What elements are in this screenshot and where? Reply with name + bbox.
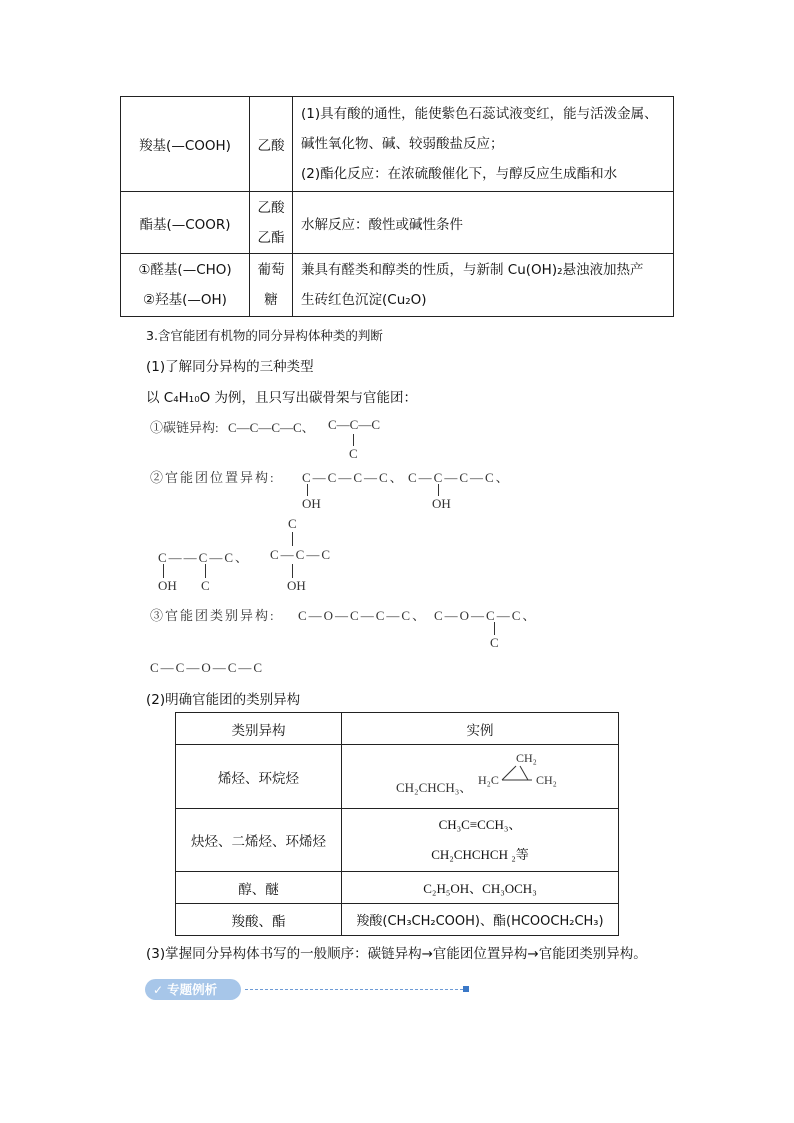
carbon-chain-formula: C—C—C [328,417,381,432]
example-cell: C₂H₅OH、CH₃OCH₃ [342,872,619,904]
check-pencil-icon: ✓ [153,983,164,997]
table-row [121,97,674,192]
bond-line [163,564,164,578]
bond-line [205,564,206,578]
example-line: 乙酸 [257,199,285,216]
example-line: 乙酯 [257,229,285,246]
class-isomer-table [175,712,619,936]
position-isomer-formula: C—C—C—C、 [302,470,405,485]
group-cell: 酯基(—COOR) [121,192,250,254]
class-isomer-formula: C—O—C—C—C、 [298,608,428,623]
hydroxyl-group: OH [432,496,451,511]
carbon-chain-branch: C [349,446,358,461]
carbon-chain-formula: C—C—C—C、 [228,420,315,435]
example-cell [250,254,293,317]
property-line: (2)酯化反应：在浓硫酸催化下，与醇反应生成酯和水 [301,166,618,182]
class-isomer-label: ③官能团类别异构: [150,608,276,623]
table-row [176,809,619,872]
section-title: 3.含官能团有机物的同分异构体种类的判断 [146,328,383,343]
column-header: 类别异构 [176,713,342,745]
bond-line [292,532,293,546]
group-cell [121,254,250,317]
group-cell: 羧基(—COOH) [121,97,250,192]
example-cell [250,192,293,254]
group-line: ②羟基(—OH) [143,292,227,308]
bond-line [307,484,308,496]
carbon-chain-label: ①碳链异构: [150,420,219,435]
section-badge [145,979,241,1000]
badge-label: 专题例析 [167,982,218,997]
property-cell [293,254,674,317]
cyclopropane-ring-icon [492,763,542,783]
class-isomer-formula: C—C—O—C—C [150,660,265,675]
ring-atom: CH₂ [516,751,537,765]
example-line: 葡萄 [257,262,285,278]
position-isomer-formula: C——C—C、 [158,550,251,565]
property-line: 生砖红色沉淀(Cu₂O) [301,292,427,308]
property-cell: 水解反应：酸性或碱性条件 [293,192,674,254]
hydroxyl-group: OH [302,496,321,511]
step3-text: (3)掌握同分异构体书写的一般顺序：碳链异构→官能团位置异构→官能团类别异构。 [146,946,647,962]
hydroxyl-group: OH [287,578,306,593]
table-row [176,872,619,904]
table-row [176,904,619,936]
table-row [176,745,619,809]
bond-line [353,434,354,446]
divider-end-marker [463,986,469,992]
example-formula: CH₃C≡CCH₃、 [438,817,522,832]
class-isomer-formula: C—O—C—C、 [434,608,538,623]
position-isomer-label: ②官能团位置异构: [150,470,276,485]
column-header: 实例 [342,713,619,745]
hydroxyl-group: OH [158,578,177,593]
group-line: ①醛基(—CHO) [138,262,232,278]
example-formula: CH₂CHCH₃、 [396,780,473,795]
table-row [121,192,674,254]
methyl-branch: C [288,516,297,531]
kind-cell: 醇、醚 [176,872,342,904]
kind-cell: 烯烃、环烷烃 [176,745,342,809]
ring-atom: CH₂ [536,773,557,787]
bond-line [494,622,495,635]
step1-intro: 以 C₄H₁₀O 为例，且只写出碳骨架与官能团： [146,390,418,406]
example-formula: CH₂CHCHCH ₂等 [431,847,529,862]
functional-group-table [120,96,674,317]
step1-title: (1)了解同分异构的三种类型 [146,359,314,375]
example-cell: 乙酸 [250,97,293,192]
divider-line [245,989,463,990]
position-isomer-formula: C—C—C [270,547,333,562]
methyl-branch: C [490,635,499,650]
bond-line [438,484,439,496]
property-line: 兼具有醛类和醇类的性质，与新制 Cu(OH)₂悬浊液加热产 [301,262,644,278]
property-cell [293,97,674,192]
kind-cell: 炔烃、二烯烃、环烯烃 [176,809,342,872]
ring-atom: H₂C [478,773,499,787]
property-line: 碱性氧化物、碱、较弱酸盐反应； [301,136,504,152]
kind-cell: 羧酸、酯 [176,904,342,936]
example-cell [342,809,619,872]
example-cell [342,745,619,809]
position-isomer-formula: C—C—C—C、 [408,470,511,485]
property-line: (1)具有酸的通性，能使紫色石蕊试液变红，能与活泼金属、 [301,106,658,122]
example-cell: 羧酸(CH₃CH₂COOH)、酯(HCOOCH₂CH₃) [342,904,619,936]
bond-line [292,564,293,578]
example-line: 糖 [264,292,278,308]
table-row [121,254,674,317]
methyl-branch: C [201,578,210,593]
step2-title: (2)明确官能团的类别异构 [146,692,301,708]
table-header-row [176,713,619,745]
